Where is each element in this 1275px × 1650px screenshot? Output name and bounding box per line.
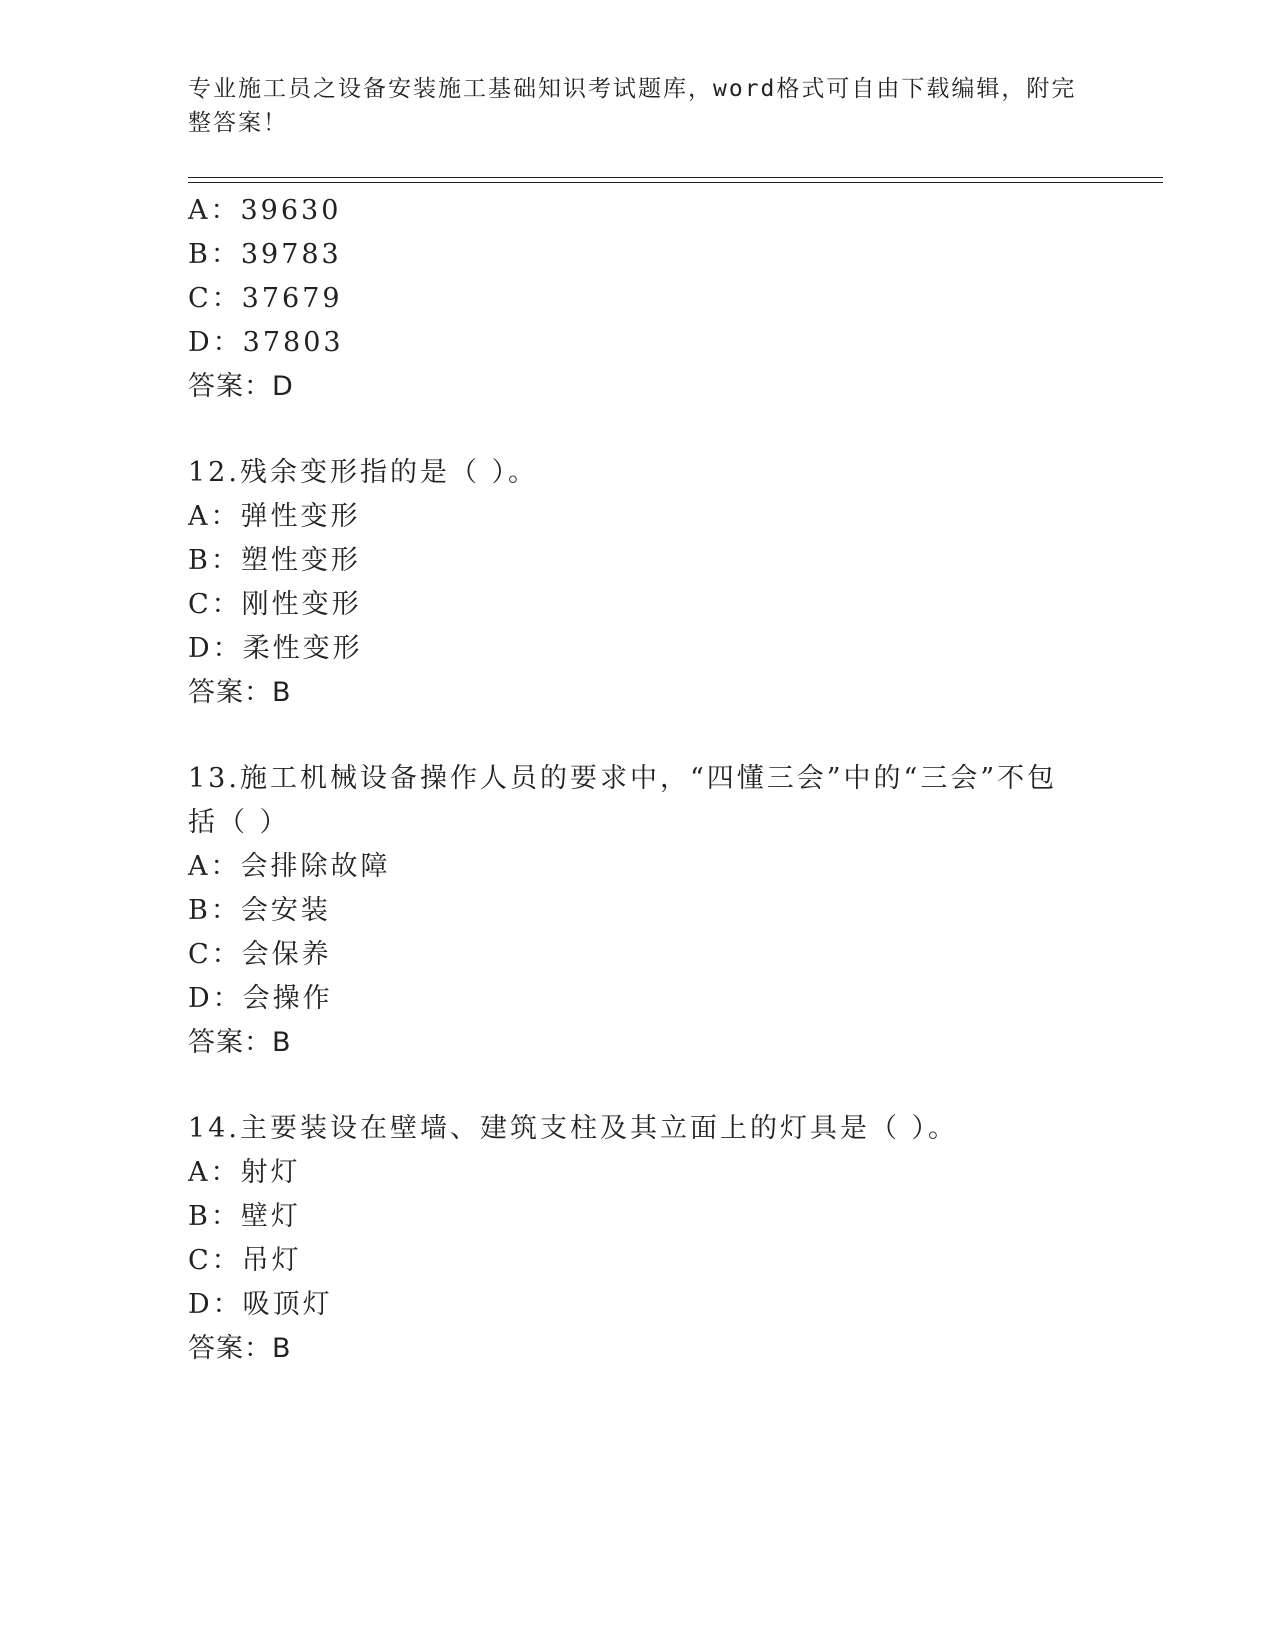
- option-label: A：: [188, 195, 241, 226]
- q11-option-a: [188, 193, 341, 229]
- option-label: C：: [188, 939, 242, 970]
- option-text: 37803: [242, 327, 344, 358]
- option-label: D：: [188, 983, 243, 1014]
- q11-option-c: [188, 281, 343, 317]
- option-text: 37679: [241, 283, 343, 314]
- option-text: 柔性变形: [242, 633, 363, 664]
- q13-option-a: [188, 849, 391, 885]
- q14-option-d: [188, 1287, 333, 1323]
- option-label: B：: [188, 1201, 241, 1232]
- q13-stem-line-1: 13.施工机械设备操作人员的要求中，“四懂三会”中的“三会”不包: [188, 763, 1058, 794]
- option-label: B：: [188, 239, 241, 270]
- option-text: 壁灯: [240, 1201, 301, 1232]
- option-text: 会排除故障: [240, 851, 391, 882]
- header-line-1: 专业施工员之设备安装施工基础知识考试题库，word格式可自由下载编辑，附完: [188, 76, 1077, 102]
- option-text: 塑性变形: [240, 545, 361, 576]
- q14-option-b: [188, 1199, 301, 1235]
- q13-option-c: [188, 937, 332, 973]
- option-text: 会保养: [241, 939, 332, 970]
- q12-option-c: [188, 587, 362, 623]
- header-line-2: 整答案！: [188, 110, 288, 136]
- q13-stem-line-2: 括（ ）: [188, 807, 290, 838]
- option-text: 吊灯: [241, 1245, 302, 1276]
- q11-option-d: [188, 325, 344, 361]
- option-text: 会操作: [242, 983, 333, 1014]
- option-label: A：: [188, 1157, 241, 1188]
- option-text: 会安装: [240, 895, 331, 926]
- q11-option-b: [188, 237, 342, 273]
- option-label: A：: [188, 501, 241, 532]
- q12-option-d: [188, 631, 363, 667]
- option-label: C：: [188, 1245, 242, 1276]
- option-text: 射灯: [240, 1157, 301, 1188]
- option-label: C：: [188, 283, 242, 314]
- option-text: 39783: [240, 239, 342, 270]
- option-label: D：: [188, 633, 243, 664]
- header-divider-bottom: [188, 182, 1163, 183]
- document-header: [188, 72, 1088, 140]
- q12-answer: 答案：B: [188, 677, 292, 708]
- q13-option-b: [188, 893, 331, 929]
- option-text: 吸顶灯: [242, 1289, 333, 1320]
- option-label: D：: [188, 327, 243, 358]
- q12-option-a: [188, 499, 361, 535]
- header-divider-top: [188, 177, 1163, 178]
- option-text: 39630: [240, 195, 342, 226]
- q14-option-a: [188, 1155, 301, 1191]
- option-text: 刚性变形: [241, 589, 362, 620]
- option-label: B：: [188, 895, 241, 926]
- q14-stem: 14.主要装设在壁墙、建筑支柱及其立面上的灯具是（ ）。: [188, 1113, 959, 1144]
- q12-option-b: [188, 543, 361, 579]
- option-label: C：: [188, 589, 242, 620]
- option-label: A：: [188, 851, 241, 882]
- q13-answer: 答案：B: [188, 1027, 292, 1058]
- option-label: B：: [188, 545, 241, 576]
- q11-answer: 答案：D: [188, 371, 294, 402]
- q14-answer: 答案：B: [188, 1333, 292, 1364]
- q14-option-c: [188, 1243, 302, 1279]
- q13-option-d: [188, 981, 333, 1017]
- q12-stem: 12.残余变形指的是（ ）。: [188, 457, 539, 488]
- option-text: 弹性变形: [240, 501, 361, 532]
- option-label: D：: [188, 1289, 243, 1320]
